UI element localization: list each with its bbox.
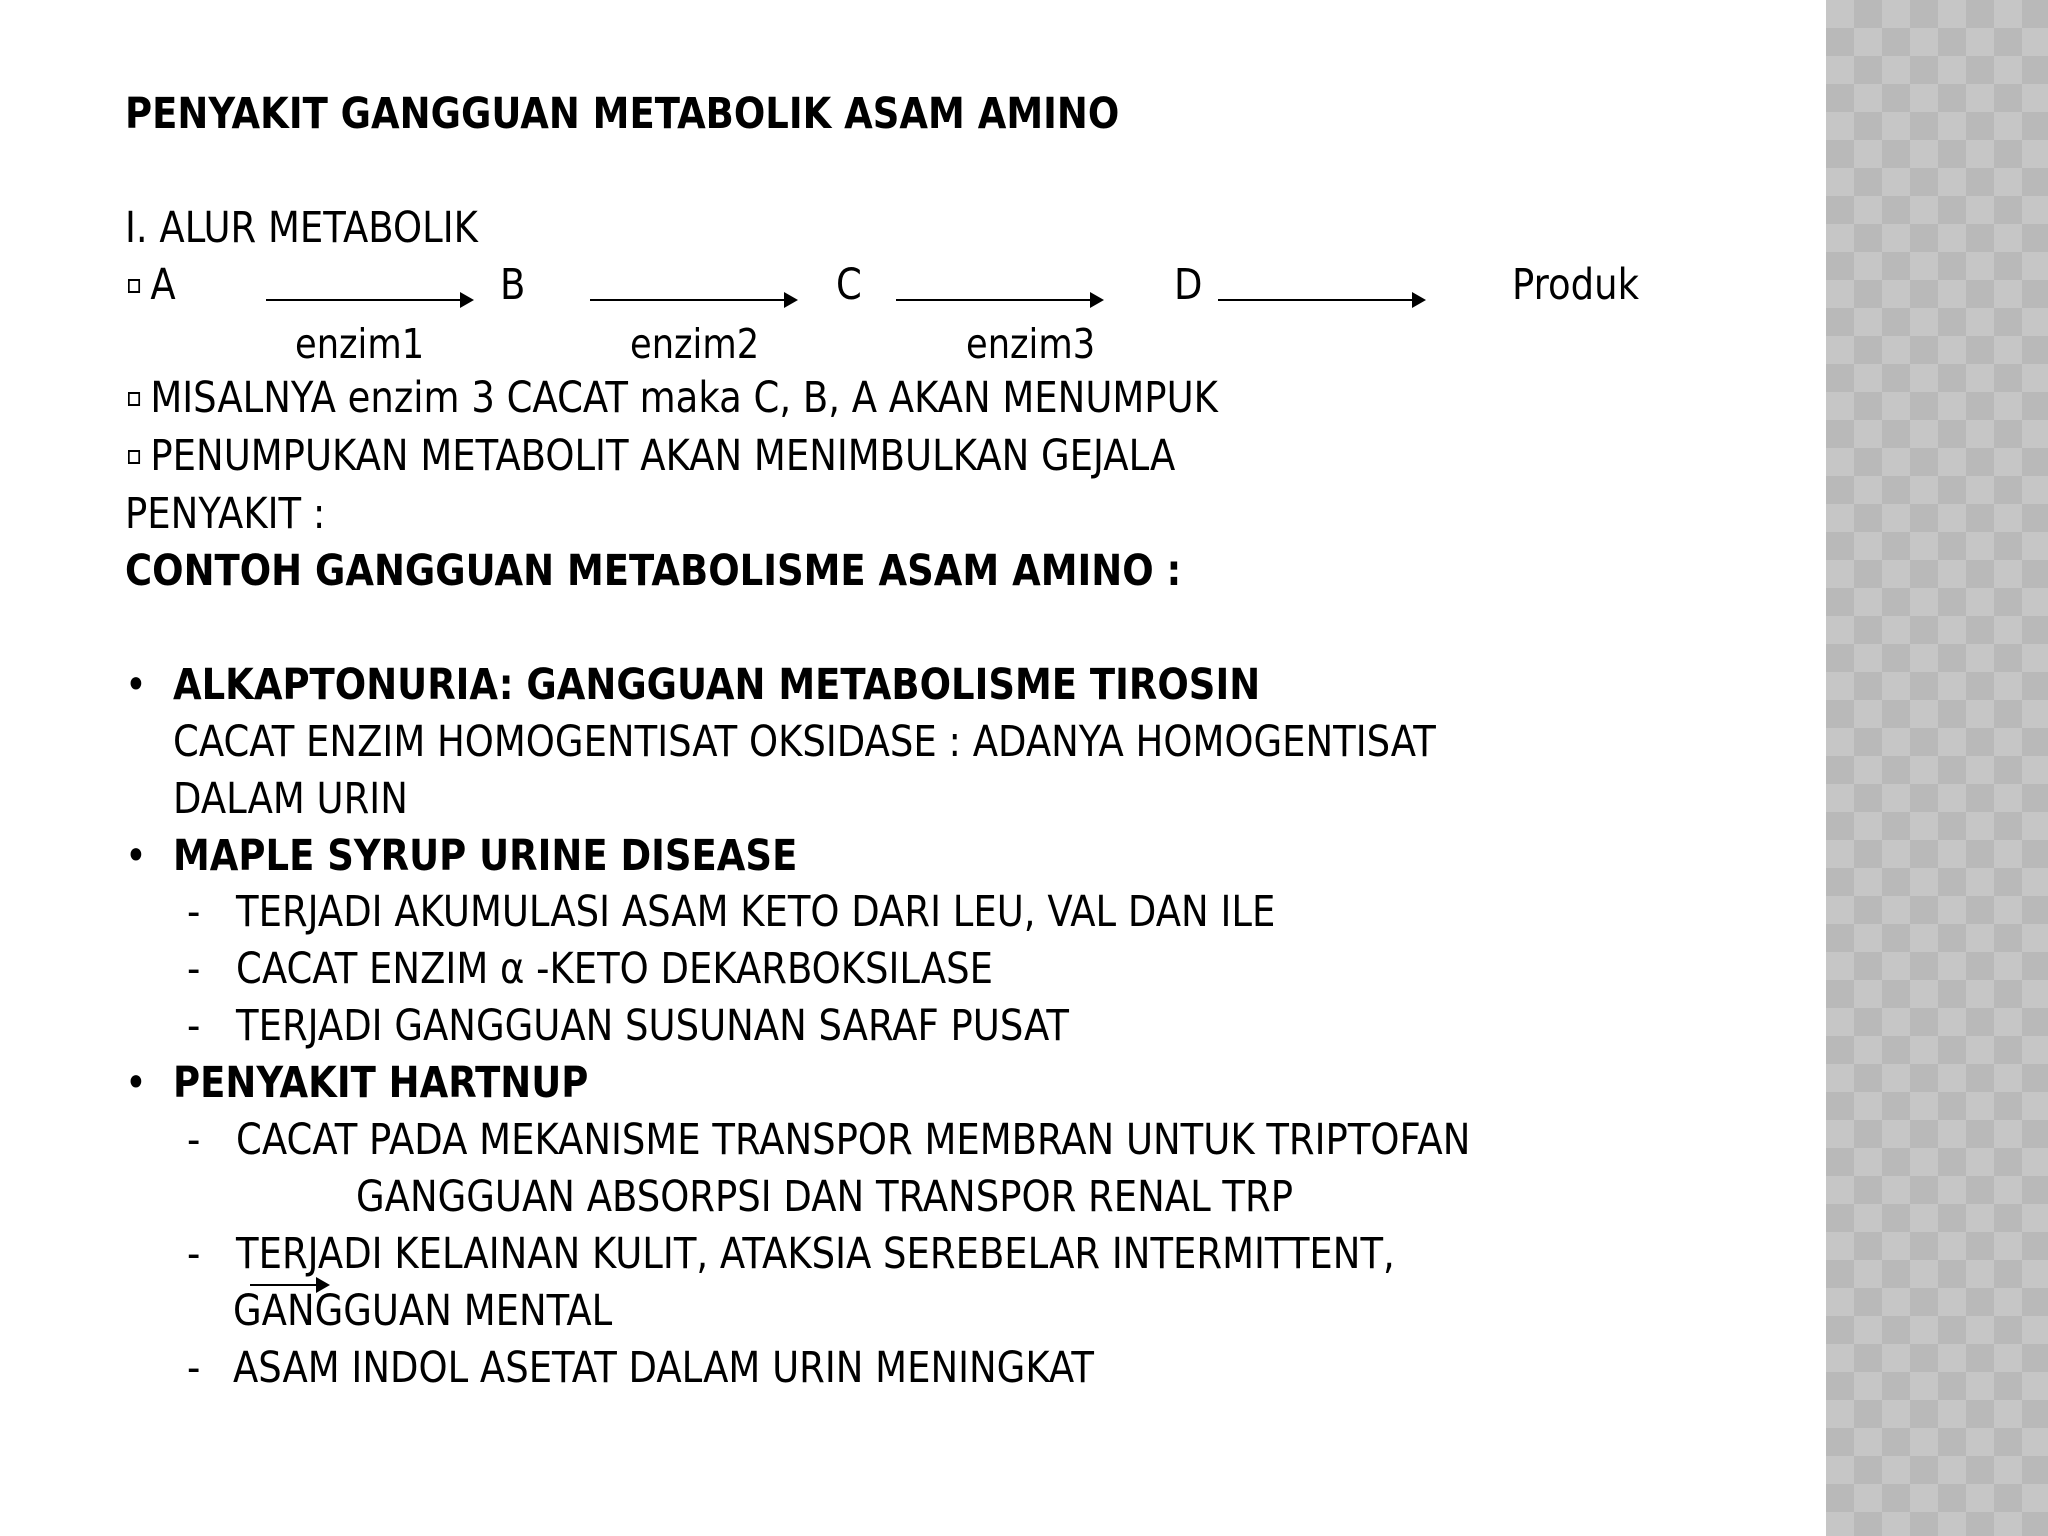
square-bullet-icon	[128, 450, 140, 464]
dash-icon: -	[187, 1001, 201, 1051]
pathway-node-c: C	[836, 260, 862, 310]
pathway-node-a	[128, 259, 176, 311]
section-heading: I. ALUR METABOLIK	[125, 203, 478, 253]
point-2	[128, 430, 1175, 482]
pathway-arrow-4	[1218, 299, 1422, 301]
disease-name-msud: MAPLE SYRUP URINE DISEASE	[173, 831, 798, 881]
disease-item: CACAT PADA MEKANISME TRANSPOR MEMBRAN UNTUK TRIPTOFAN	[236, 1115, 1471, 1165]
disease-item: TERJADI AKUMULASI ASAM KETO DARI LEU, VAL DAN ILE	[236, 887, 1276, 937]
pathway-arrow-2	[590, 299, 794, 301]
square-bullet-icon	[128, 279, 140, 293]
dash-icon: -	[187, 944, 201, 994]
pathway-arrow-1	[266, 299, 470, 301]
bullet-icon: •	[125, 1058, 147, 1108]
disease-subline: GANGGUAN ABSORPSI DAN TRANSPOR RENAL TRP	[356, 1172, 1294, 1222]
point-1	[128, 372, 1218, 424]
disease-name-alkaptonuria: ALKAPTONURIA: GANGGUAN METABOLISME TIROSIN	[173, 660, 1261, 710]
dash-icon: -	[187, 887, 201, 937]
disease-subline: GANGGUAN MENTAL	[233, 1286, 613, 1336]
dash-icon: -	[187, 1343, 201, 1393]
node-label: A	[150, 260, 176, 310]
point-3: PENYAKIT :	[125, 489, 326, 539]
disease-item: TERJADI KELAINAN KULIT, ATAKSIA SEREBELAR INTERMITTENT,	[236, 1229, 1395, 1279]
pathway-node-d: D	[1174, 260, 1203, 310]
disease-item: CACAT ENZIM α -KETO DEKARBOKSILASE	[236, 944, 994, 994]
square-bullet-icon	[128, 392, 140, 406]
enzyme-label-2: enzim2	[630, 320, 760, 368]
dash-icon: -	[187, 1115, 201, 1165]
pathway-node-b: B	[500, 260, 526, 310]
disease-name-hartnup: PENYAKIT HARTNUP	[173, 1058, 589, 1108]
disease-item: ASAM INDOL ASETAT DALAM URIN MENINGKAT	[233, 1343, 1094, 1393]
disease-line: CACAT ENZIM HOMOGENTISAT OKSIDASE : ADANYA HOMOGENTISAT	[173, 717, 1436, 767]
enzyme-label-1: enzim1	[295, 320, 425, 368]
bullet-icon: •	[125, 660, 147, 710]
disease-line: DALAM URIN	[173, 774, 408, 824]
dash-icon: -	[187, 1229, 201, 1279]
pathway-product: Produk	[1512, 260, 1639, 310]
examples-heading: CONTOH GANGGUAN METABOLISME ASAM AMINO :	[125, 546, 1182, 596]
disease-item: TERJADI GANGGUAN SUSUNAN SARAF PUSAT	[236, 1001, 1070, 1051]
pathway-arrow-3	[896, 299, 1100, 301]
slide-title: PENYAKIT GANGGUAN METABOLIK ASAM AMINO	[125, 89, 1120, 139]
point-text: PENUMPUKAN METABOLIT AKAN MENIMBULKAN GEJALA	[150, 431, 1176, 481]
enzyme-label-3: enzim3	[966, 320, 1096, 368]
bullet-icon: •	[125, 831, 147, 881]
point-text: MISALNYA enzim 3 CACAT maka C, B, A AKAN MENUMPUK	[150, 373, 1218, 423]
decorative-side-panel	[1826, 0, 2048, 1536]
